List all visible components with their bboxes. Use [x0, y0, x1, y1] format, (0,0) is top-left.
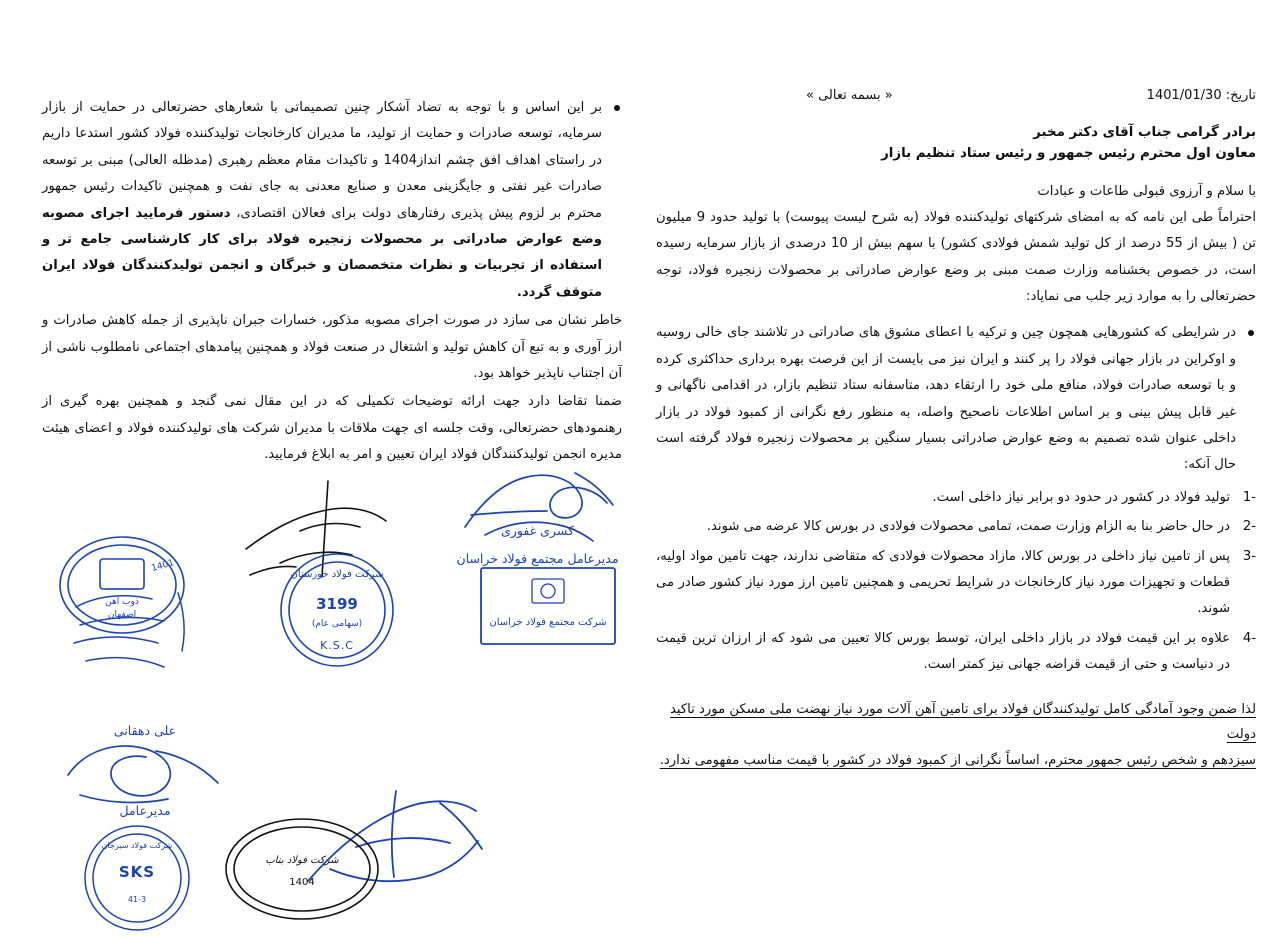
greeting-text: با سلام و آرزوی قبولی طاعات و عبادات — [1037, 184, 1256, 199]
addressee-line-2: معاون اول محترم رئیس جمهور و رئیس ستاد تنظیم بازار — [881, 146, 1256, 161]
stamp-zob-ahan — [52, 525, 192, 645]
intro-paragraph: احتراماً طی این نامه که به امضای شرکتهای تولیدکننده فولاد (به شرح لیست پیوست) با تولید حدود 9 میلیون تن ( بیش از 55 درصد از کل تولید شمش فولادی کشور) با سهم بیش از 10 درصدی از بازار سرمایه رسیده است، در خصوص بخشنامه وزارت صمت مبنی بر وضع عوارض صادراتی بر محصولات زنجیره فولاد، توجه حضرتعالی را به موارد زیر جلب می نمایاد: — [656, 209, 1257, 304]
numbered-list — [656, 485, 1256, 679]
stamp-sks — [78, 823, 196, 933]
basmala-text: « بسمه تعالی » — [806, 88, 893, 103]
list-item-text: تولید فولاد در کشور در حدود دو برابر نیاز داخلی است. — [932, 489, 1230, 505]
document-header — [656, 88, 1256, 103]
closing-line-2: سیزدهم و شخص رئیس جمهور محترم، اساساً نگرانی از کمبود فولاد در کشور با قیمت مناسب مفهومی ندارد. — [659, 753, 1256, 769]
list-item-number: 1- — [1242, 489, 1256, 505]
signature-name-1: کسری غفوری — [501, 523, 574, 538]
date-label: تاریخ: — [1225, 88, 1256, 103]
list-item — [656, 544, 1256, 623]
list-item-number: 4- — [1242, 630, 1256, 646]
list-item-text: علاوه بر این قیمت فولاد در بازار داخلی ایران، توسط بورس کالا تعیین می شود که از ارزان ترین قیمت در دنیاست و حتی از قیمت قراضه جهانی نیز کمتر است. — [656, 630, 1230, 673]
document-right-column — [656, 88, 1256, 774]
list-item-text: پس از تامین نیاز داخلی در بورس کالا، مازاد محصولات فولادی که متقاضی ندارند، جهت تامین مواد اولیه، قطعات و تجهیزات مورد نیاز کارخانجات در شرایط تحریمی و همچنین تامین ارز مورد نیاز کشور صادر می شوند. — [656, 548, 1230, 617]
left-bullet-emphasis: دستور فرمایید اجرای مصوبه وضع عوارض صادراتی بر محصولات زنجیره فولاد برای کار کارشناسی جامع تر و استفاده از تجربیات و نظرات متخصصان و خبرگان و انجمن تولیدکنندگان فولاد ایران متوقف گردد. — [42, 205, 602, 300]
bullet-dot-icon — [1248, 330, 1254, 336]
list-item — [656, 626, 1256, 679]
stamp-sks-line-1: SKS — [118, 863, 156, 881]
left-paragraph-3: ضمنا تقاضا دارد جهت ارائه توضیحات تکمیلی که در این مقال نمی گنجد و همچنین بهره گیری از رهنمودهای حضرتعالی، وقت جلسه ای جهت ملاقات با مدیران شرکت های تولیدکننده فولاد و اعضای هیئت مدیره انجمن تولیدکنندگان فولاد ایران تعیین و امر به ابلاغ فرمایید. — [42, 394, 622, 463]
date-value: 1401/01/30 — [1146, 88, 1222, 103]
signature-role-1: مدیرعامل مجتمع فولاد خراسان — [456, 551, 619, 566]
stamp-mojtame-foolad-khorasan — [478, 565, 618, 647]
stamp-ksc-line-1: شرکت فولاد خوزستان — [290, 569, 384, 580]
signature-role-2: مدیرعامل — [119, 803, 171, 818]
stamp-oval-black — [222, 815, 382, 923]
left-bullet-block — [42, 95, 622, 306]
stamp-khorasan-line-1: شرکت مجتمع فولاد خراسان — [489, 617, 607, 628]
stamp-zob-ahan-line-2: اصفهان — [107, 610, 137, 620]
stamp-ksc-line-3: (سهامی عام) — [311, 619, 363, 629]
left-paragraph-2: خاطر نشان می سازد در صورت اجرای مصوبه مذکور، خسارات جبران ناپذیری از جمله کاهش صادرات و ارز آوری و به تبع آن کاهش تولید و اشتغال در صنعت فولاد و همچنین پیامدهای اجتماعی نامطلوب ناشی از آن اجتناب ناپذیر خواهد بود. — [42, 313, 622, 382]
right-bullet-block — [656, 320, 1256, 478]
right-bullet-paragraph: در شرایطی که کشورهایی همچون چین و ترکیه با اعطای مشوق های صادراتی در تلاشند جای خالی روسیه و اوکراین در بازار جهانی فولاد را پر کنند و ایران نیز می بایست از این فرصت بهره برداری حداکثری کرده و با توسعه صادرات فولاد، منافع ملی خود را ارتقاء دهد، متاسفانه ستاد تنظیم بازار، در اقدامی ناگهانی و غیر قابل پیش بینی و بر اساس اطلاعات ناصحیح واصله، به منظور رفع نگرانی از کمبود فولاد در بازار داخلی عنوان شده تصمیم به وضع عوارض صادراتی بسیار سنگین بر محصولات زنجیره فولاد گرفته است حال آنکه: — [656, 325, 1236, 473]
bullet-dot-icon — [614, 105, 620, 111]
stamp-zob-ahan-line-3: 1401 — [150, 558, 176, 574]
list-item — [656, 485, 1256, 511]
addressee-line-1: برادر گرامی جناب آقای دکتر مخبر — [1033, 125, 1256, 140]
left-bullet-paragraph — [42, 95, 602, 306]
stamp-oval-line-1: شرکت فولاد بناب — [265, 855, 339, 866]
list-item-number: 2- — [1242, 519, 1256, 535]
document-left-column — [42, 95, 622, 471]
stamp-ksc-line-4: K.S.C — [320, 639, 354, 652]
signature-name-2: علی دهقانی — [113, 723, 177, 738]
list-item — [656, 514, 1256, 540]
document-date — [1147, 88, 1256, 103]
stamp-foolad-khouzestan — [272, 551, 402, 669]
stamp-ksc-line-2: 3199 — [316, 595, 358, 613]
list-item-number: 3- — [1242, 548, 1256, 564]
stamp-sks-line-2: شرکت فولاد سیرجان — [101, 841, 173, 850]
stamp-zob-ahan-line-1: ذوب آهن — [105, 597, 139, 607]
closing-line-1: لذا ضمن وجود آمادگی کامل تولیدکنندگان فولاد برای تامین آهن آلات مورد نیاز نهضت ملی مسکن مورد تاکید دولت — [669, 701, 1256, 743]
stamp-sks-line-3: 41-3 — [127, 895, 147, 904]
signature-area — [0, 455, 660, 905]
list-item-text: در حال حاضر بنا به الزام وزارت صمت، تمامی محصولات فولادی در بورس کالا عرضه می شوند. — [706, 519, 1230, 535]
stamp-oval-line-2: 1404 — [289, 877, 315, 888]
left-bullet-text: بر این اساس و با توجه به تضاد آشکار چنین تصمیماتی با شعارهای حضرتعالی در حمایت از بازار سرمایه، توسعه صادرات و حمایت از تولید، ما مدیران کارخانجات تولیدکننده فولاد کشور استدعا داریم در راستای اهداف افق چشم انداز1404 و تاکیدات مقام معظم رهبری (مدظله العالی) مبنی بر توسعه صادرات غیر نفتی و جایگزینی معدن و صنایع معدنی به جای نفت و همچنین تاکیدات رئیس جمهور محترم بر لزوم پیش پذیری رفتارهای دولت برای فعالان اقتصادی، — [42, 100, 603, 221]
